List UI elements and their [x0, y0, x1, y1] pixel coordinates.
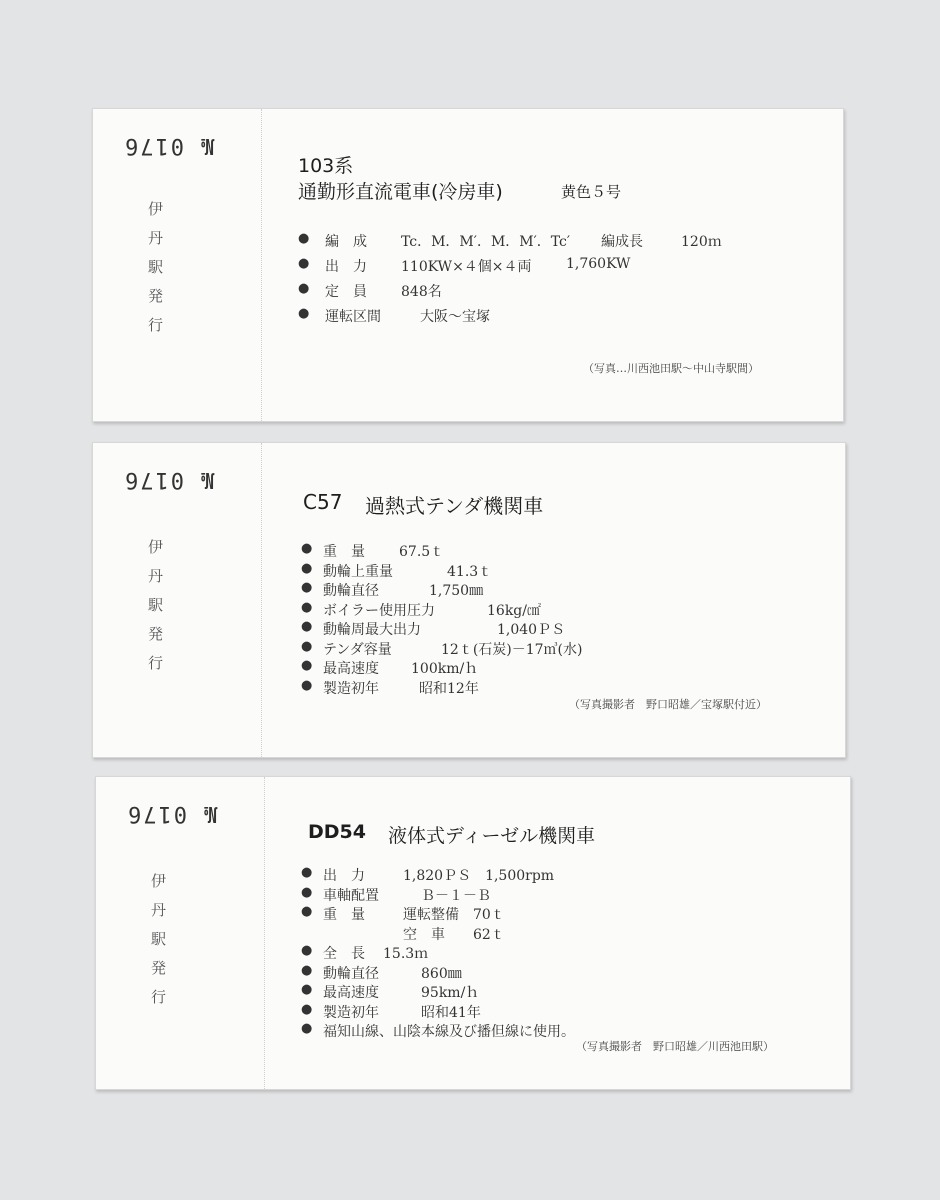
spec-label: 重 量 — [323, 544, 365, 560]
spec-value: 95km/ｈ — [421, 985, 480, 1001]
spec-value: 昭和41年 — [421, 1004, 481, 1021]
spec-row — [301, 1002, 831, 1022]
serial-number: № 0176 — [123, 133, 215, 158]
spec-label: 車軸配置 — [323, 887, 379, 904]
spec-value: 67.5ｔ — [399, 544, 445, 560]
spec-value: 昭和12年 — [419, 680, 479, 697]
spec-label: ボイラー使用圧力 — [323, 602, 435, 619]
spec-label: 製造初年 — [323, 1004, 379, 1021]
ticket-card-103 — [92, 108, 844, 422]
bullet-icon: ● — [301, 677, 313, 693]
spec-value: 大阪～宝塚 — [420, 309, 490, 325]
spec-row — [301, 658, 821, 678]
spec-extra-label: 編成長 — [601, 234, 643, 250]
serial-number: № 0176 — [123, 467, 215, 492]
spec-label: 編 成 — [325, 234, 367, 250]
spec-row — [301, 963, 831, 983]
spec-value: 848名 — [401, 284, 442, 300]
bullet-icon: ● — [298, 256, 310, 271]
spec-row — [298, 231, 818, 256]
spec-label: 定 員 — [325, 284, 367, 300]
spec-row — [301, 541, 821, 561]
bullet-icon: ● — [301, 541, 313, 556]
title-color: 黄色５号 — [561, 183, 622, 201]
bullet-icon: ● — [301, 982, 313, 997]
spec-row — [298, 256, 818, 281]
spec-row — [301, 561, 821, 581]
spec-row — [301, 885, 831, 905]
bullet-icon: ● — [298, 281, 310, 296]
ticket-card-c57 — [92, 442, 846, 758]
spec-value: 1,820ＰＳ 1,500rpm — [403, 868, 555, 884]
photo-caption: （写真撮影者 野口昭雄／川西池田駅） — [576, 1040, 774, 1053]
spec-label: 重 量 — [323, 907, 365, 923]
spec-label: 動輪直径 — [323, 965, 379, 982]
spec-value: 100km/ｈ — [411, 661, 479, 677]
spec-value: Tc．M．M′．M．M′．Tc′ — [401, 234, 571, 250]
bullet-icon: ● — [298, 231, 310, 246]
spec-value: 110KW×４個×４両 — [401, 259, 532, 275]
bullet-icon: ● — [301, 658, 313, 673]
perforation-line — [261, 109, 262, 421]
spec-label: 最高速度 — [323, 661, 379, 677]
spec-label: テンダ容量 — [323, 641, 392, 658]
title-code: C57 — [303, 490, 343, 514]
spec-value: 1,750㎜ — [429, 583, 484, 599]
spec-row — [301, 639, 821, 659]
spec-value: 860㎜ — [421, 965, 462, 982]
title-series: 103系 — [298, 155, 354, 177]
serial-number: № 0176 — [126, 801, 218, 826]
spec-label: 運転区間 — [325, 309, 381, 325]
spec-value: 1,040ＰＳ — [497, 622, 566, 638]
spec-label: 出 力 — [323, 868, 365, 884]
bullet-icon: ● — [301, 638, 313, 654]
spec-row — [301, 865, 831, 885]
bullet-icon: ● — [301, 943, 313, 958]
bullet-icon: ● — [301, 865, 313, 880]
spec-list — [298, 231, 818, 331]
spec-label: 出 力 — [325, 259, 367, 275]
bullet-icon: ● — [301, 580, 313, 595]
spec-value: 15.3ｍ — [383, 946, 429, 962]
issuer-stamp: 伊丹駅発行 — [146, 539, 164, 684]
bullet-icon: ● — [298, 306, 310, 321]
spec-label: 製造初年 — [323, 680, 379, 697]
title-code: DD54 — [308, 821, 366, 843]
bullet-icon: ● — [301, 884, 313, 900]
spec-value: 12ｔ(石炭)－17㎥(水) — [441, 641, 583, 658]
perforation-line — [261, 443, 262, 757]
spec-row — [301, 619, 821, 639]
perforation-line — [264, 777, 265, 1089]
spec-row — [298, 281, 818, 306]
spec-row — [301, 600, 821, 620]
title-name: 通勤形直流電車(冷房車) — [298, 181, 503, 203]
spec-label: 動輪直径 — [323, 583, 379, 599]
spec-row — [301, 580, 821, 600]
spec-row — [301, 678, 821, 698]
photo-caption: （写真…川西池田駅～中山寺駅間） — [583, 362, 759, 375]
spec-label: 最高速度 — [323, 985, 379, 1001]
spec-label: 動輪周最大出力 — [323, 622, 421, 638]
bullet-icon: ● — [301, 962, 313, 978]
spec-value: 16kg/㎠ — [487, 602, 541, 619]
spec-list — [301, 865, 831, 1041]
ticket-card-dd54 — [95, 776, 851, 1090]
issuer-stamp: 伊丹駅発行 — [146, 201, 164, 346]
spec-extra-value: 120ｍ — [681, 234, 722, 250]
spec-label: 全 長 — [323, 946, 365, 962]
bullet-icon: ● — [301, 599, 313, 615]
spec-note: 福知山線、山陰本線及び播但線に使用。 — [323, 1024, 575, 1040]
title-name: 液体式ディーゼル機関車 — [388, 825, 596, 847]
spec-row — [301, 924, 831, 944]
spec-value: 41.3ｔ — [447, 563, 493, 580]
spec-value: 運転整備 70ｔ — [403, 907, 505, 923]
bullet-icon: ● — [301, 1001, 313, 1017]
bullet-icon: ● — [301, 619, 313, 634]
spec-extra-value: 1,760KW — [566, 256, 631, 272]
spec-list — [301, 541, 821, 697]
spec-row — [298, 306, 818, 331]
title-name: 過熱式テンダ機関車 — [365, 494, 544, 518]
photo-caption: （写真撮影者 野口昭雄／宝塚駅付近） — [569, 698, 767, 711]
issuer-stamp: 伊丹駅発行 — [149, 873, 167, 1018]
bullet-icon: ● — [301, 1021, 313, 1036]
bullet-icon: ● — [301, 560, 313, 576]
spec-row — [301, 943, 831, 963]
bullet-icon: ● — [301, 904, 313, 919]
spec-value: Ｂ－１－Ｂ — [421, 887, 491, 904]
spec-row — [301, 982, 831, 1002]
spec-label: 動輪上重量 — [323, 563, 393, 580]
spec-row — [301, 904, 831, 924]
spec-value: 空 車 62ｔ — [403, 926, 505, 943]
